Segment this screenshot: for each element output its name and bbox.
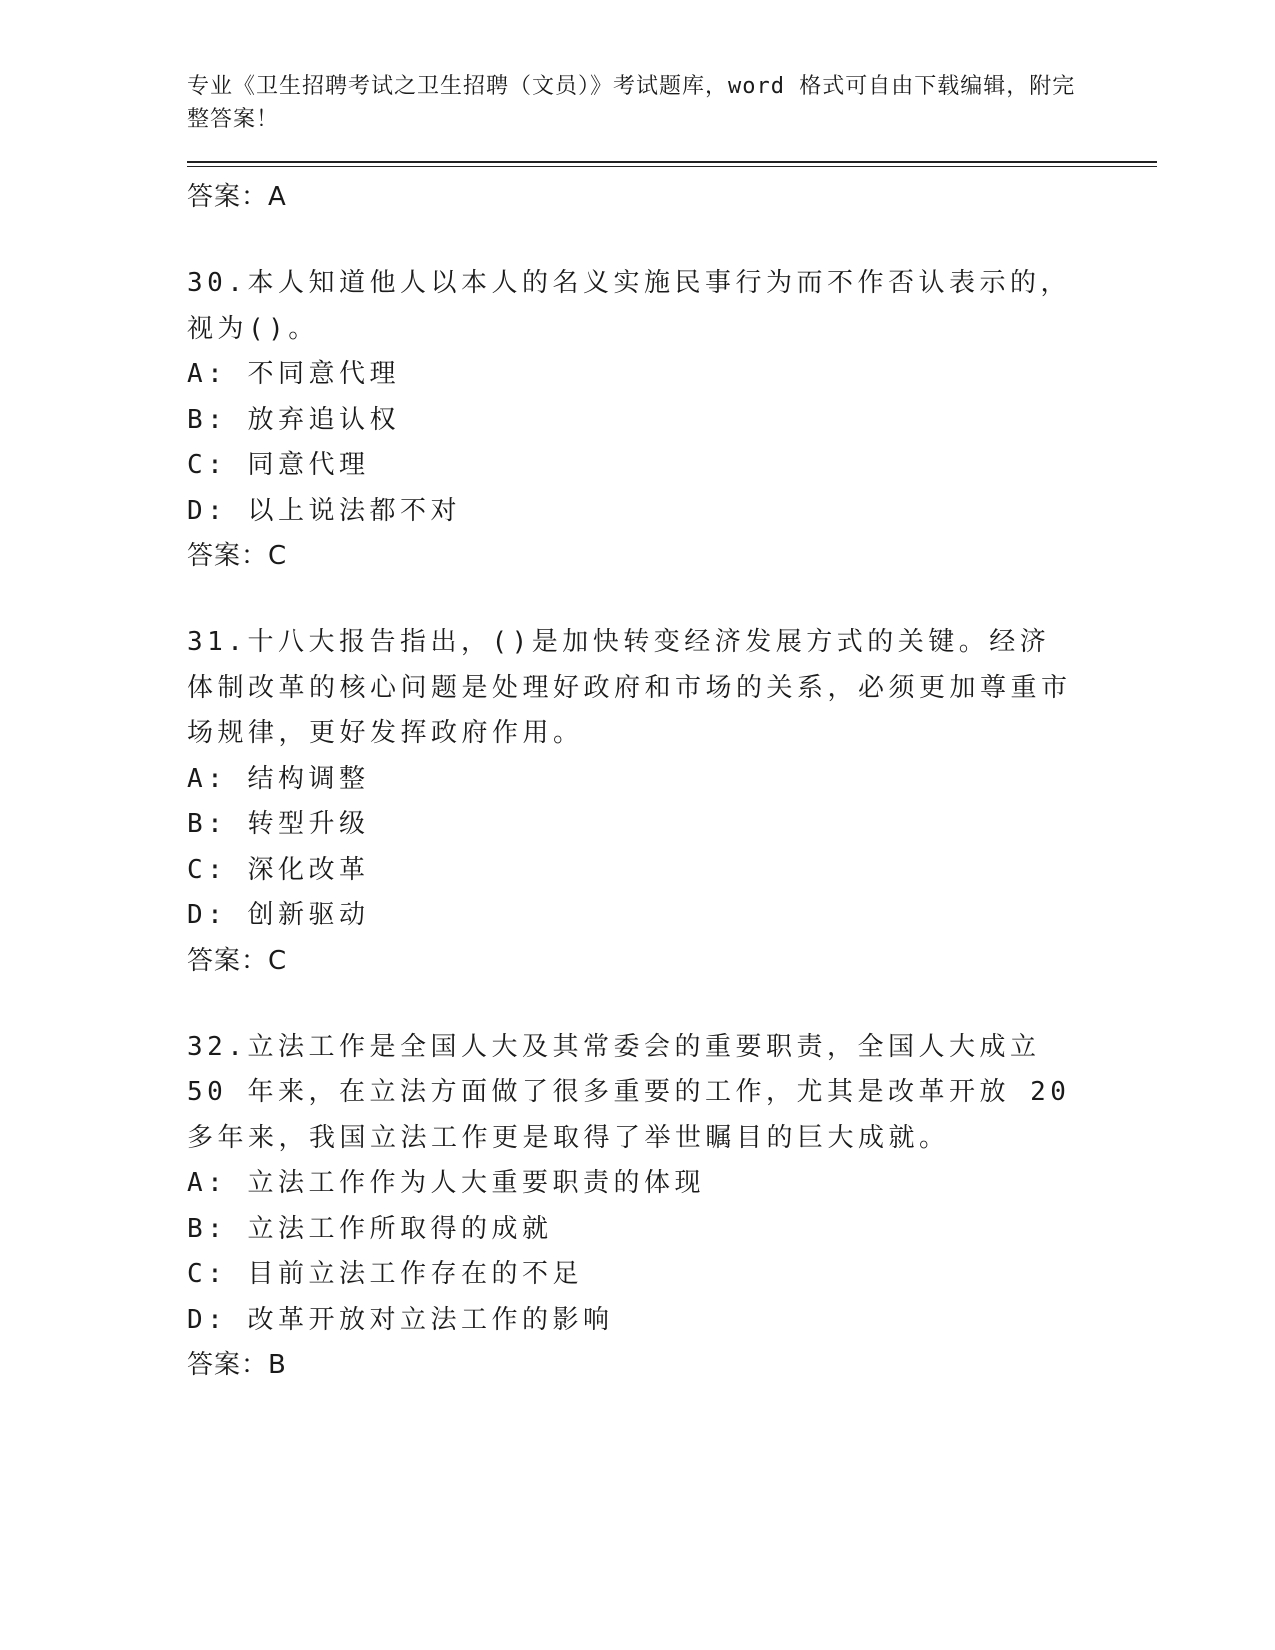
question-text: 30.本人知道他人以本人的名义实施民事行为而不作否认表示的，视为()。: [187, 268, 1071, 344]
option-c: C: 深化改革: [187, 854, 370, 885]
answer-line: 答案：C: [187, 945, 288, 976]
question-30: [187, 261, 1157, 578]
question-text: 32.立法工作是全国人大及其常委会的重要职责，全国人大成立 50 年来，在立法方面做了很多重要的工作，尤其是改革开放 20 多年来，我国立法工作更是取得了举世瞩目的巨大成就。: [187, 1031, 1071, 1153]
answer-line: 答案：A: [187, 182, 287, 212]
option-b: B: 立法工作所取得的成就: [187, 1213, 553, 1244]
option-c: C: 同意代理: [187, 450, 370, 480]
option-d: D: 改革开放对立法工作的影响: [187, 1304, 614, 1335]
header-divider: [187, 161, 1157, 167]
option-a: A: 不同意代理: [187, 359, 400, 389]
option-b: B: 放弃追认权: [187, 404, 400, 435]
document-header: 专业《卫生招聘考试之卫生招聘（文员）》考试题库，word 格式可自由下载编辑，附完整答案！: [187, 74, 1076, 132]
question-32: [187, 1025, 1157, 1388]
answer-line: 答案：C: [187, 541, 288, 571]
question-text: 31.十八大报告指出，()是加快转变经济发展方式的关键。经济体制改革的核心问题是处理好政府和市场的关系，必须更加尊重市场规律，更好发挥政府作用。: [187, 627, 1072, 748]
answer-line: 答案：B: [187, 1350, 287, 1380]
document-page: [187, 70, 1157, 1387]
question-31: [187, 620, 1157, 983]
option-d: D: 创新驱动: [187, 900, 370, 930]
option-c: C: 目前立法工作存在的不足: [187, 1259, 583, 1289]
option-d: D: 以上说法都不对: [187, 495, 461, 526]
option-b: B: 转型升级: [187, 809, 370, 839]
option-a: A: 结构调整: [187, 763, 370, 794]
option-a: A: 立法工作作为人大重要职责的体现: [187, 1168, 705, 1198]
